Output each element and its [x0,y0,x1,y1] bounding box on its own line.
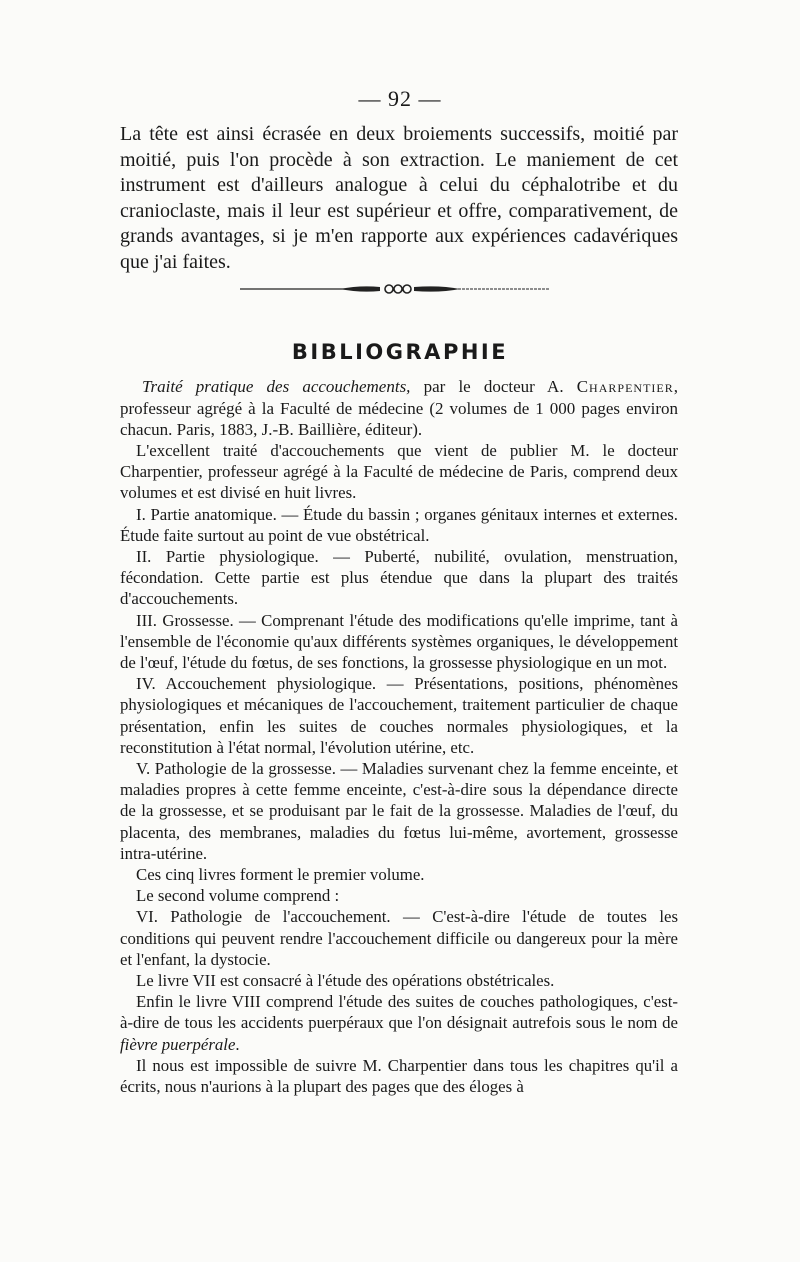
paragraph-fievre [120,991,678,1055]
ornamental-divider [240,282,550,296]
citation-author: Charpentier [576,377,674,396]
bibliography-citation [120,376,678,441]
citation-title: Traité pratique des accouchements, [142,377,411,396]
citation-by: par le docteur A. [410,377,577,396]
paragraph: Ces cinq livres forment le premier volume. [136,865,425,885]
fievre-term: fièvre puerpérale [120,1034,236,1054]
section-heading: BIBLIOGRAPHIE [291,340,509,364]
review-body [120,440,678,1097]
citation-details: , professeur agrégé à la Faculté de médecine (2 volumes de 1 000 pages environ chacun. Paris, 1883, J.-B. Baillière, éditeur). [120,377,678,440]
paragraph: IV. Accouchement physiologique. — Présentations, positions, phénomènes physiologiques et mécaniques de l'accouchement, traitement particulier de chaque présentation, enfin les suites de couches normales physiologiques, et la reconstitution à l'état normal, l'évolution utérine, etc. [120,674,678,757]
fievre-text-before: Enfin le livre VIII comprend l'étude des suites de couches pathologiques, c'est-à-dire de tous les accidents puerpéraux que l'on désignait autrefois sous le nom de [120,992,678,1033]
paragraph: II. Partie physiologique. — Puberté, nubilité, ovulation, menstruation, fécondation. Cette partie est plus étendue que dans la plupart des traités d'accouchements. [120,547,678,609]
paragraph: Le second volume comprend : [136,886,340,906]
last-paragraph: Il nous est impossible de suivre M. Charpentier dans tous les chapitres qu'il a écrits, nous n'aurions à la plupart des pages que des éloges à [120,1055,678,1097]
page-number: — 92 — [358,86,442,111]
paragraph: Le livre VII est consacré à l'étude des opérations obstétricales. [136,971,555,991]
intro-paragraph: La tête est ainsi écrasée en deux broiements successifs, moitié par moitié, puis l'on procède à son extraction. Le maniement de cet instrument est d'ailleurs analogue à celui du céphalotribe et du cranioclaste, mais il leur est supérieur et offre, comparativement, de grands avantages, si je m'en rapporte aux expériences cadavériques que j'ai faites. [120,123,678,273]
paragraph: V. Pathologie de la grossesse. — Maladies survenant chez la femme enceinte, et maladies propres à cette femme enceinte, c'est-à-dire sous la dépendance directe de la grossesse, et se produisant par le fait de la grossesse. Maladies de l'œuf, du placenta, des membranes, maladies du fœtus lui-même, avortement, grossesse intra-utérine. [120,759,678,863]
paragraph: L'excellent traité d'accouchements que vient de publier M. le docteur Charpentier, professeur agrégé à la Faculté de médecine de Paris, comprend deux volumes et est divisé en huit livres. [120,441,678,503]
fievre-text-after: . [235,1034,240,1054]
paragraph: III. Grossesse. — Comprenant l'étude des modifications qu'elle imprime, tant à l'ensemble de l'économie qu'aux différents systèmes organiques, le développement de l'œuf, l'étude du fœtus, de ses fonctions, la grossesse physiologique en un mot. [120,610,678,673]
paragraph: I. Partie anatomique. — Étude du bassin ; organes génitaux internes et externes. Étude faite surtout au point de vue obstétrical. [120,504,678,545]
paragraph: VI. Pathologie de l'accouchement. — C'est-à-dire l'étude de toutes les conditions qui peuvent rendre l'accouchement difficile ou dangereux pour la mère et l'enfant, la dystocie. [120,907,678,969]
